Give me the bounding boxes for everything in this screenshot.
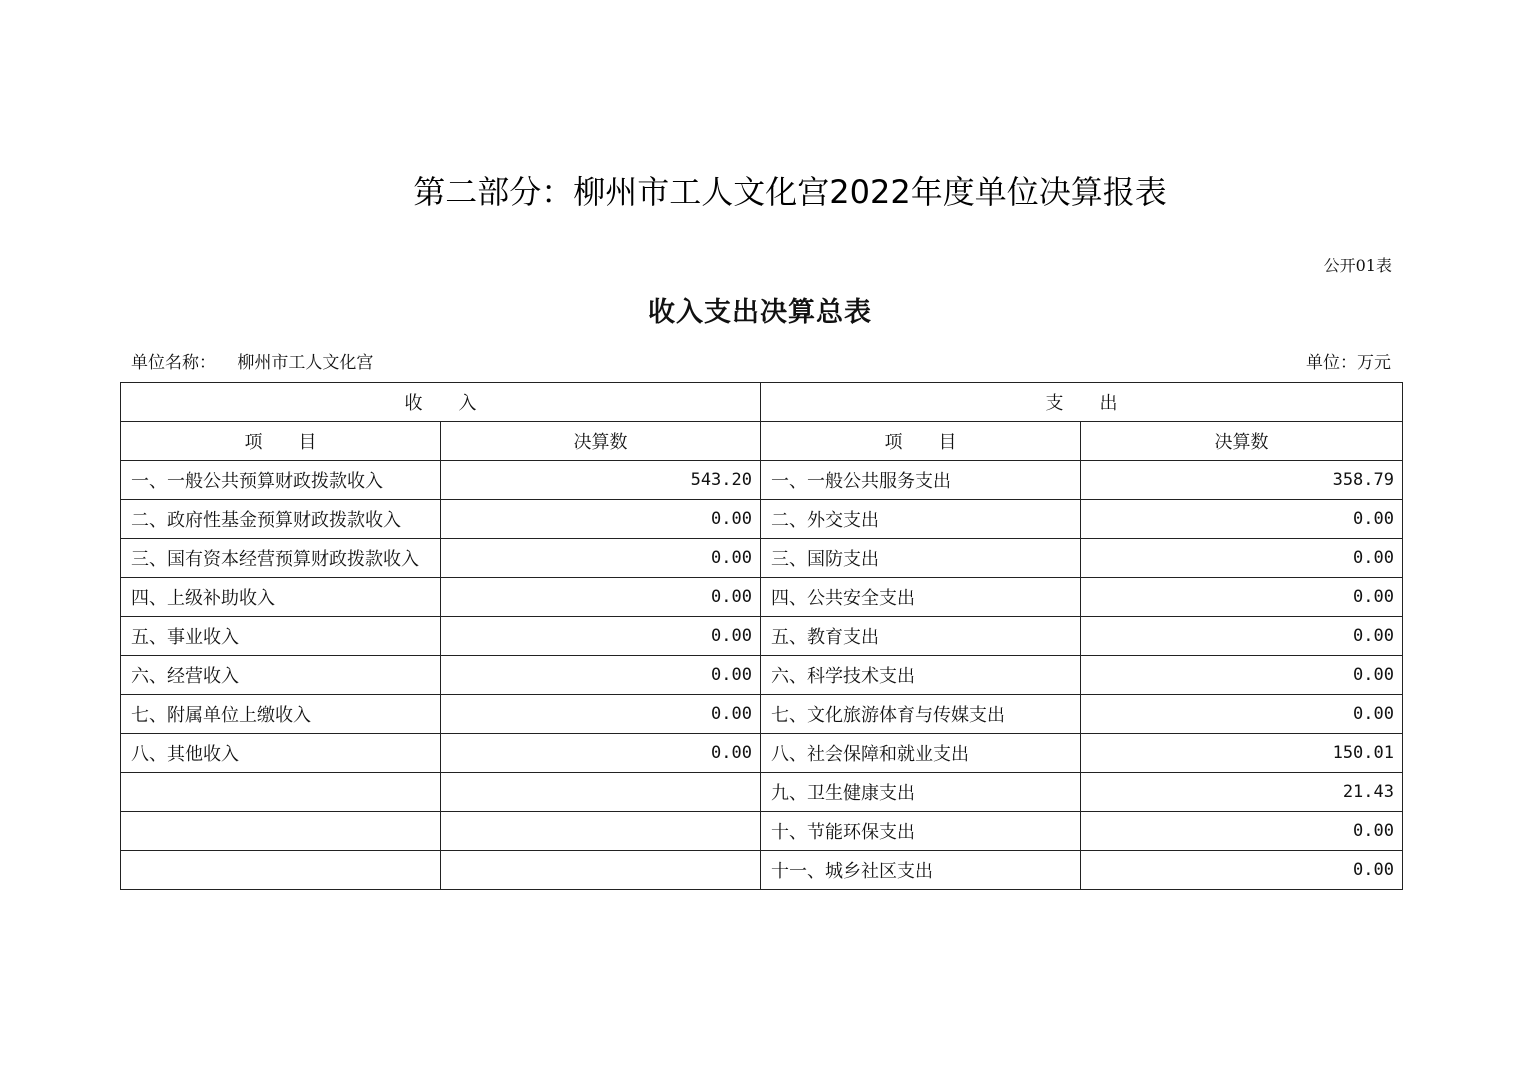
expense-value-cell: 21.43 [1081,773,1403,812]
income-item-cell: 四、上级补助收入 [121,578,441,617]
expense-value-cell: 0.00 [1081,695,1403,734]
expense-value-cell: 0.00 [1081,578,1403,617]
expense-item-cell: 五、教育支出 [761,617,1081,656]
table-row [121,461,1403,500]
unit-name-row [131,352,373,374]
income-item-cell: 二、政府性基金预算财政拨款收入 [121,500,441,539]
income-value-cell: 0.00 [441,617,761,656]
expense-item-cell: 二、外交支出 [761,500,1081,539]
table-title: 收入支出决算总表 [648,297,872,328]
income-amount-column-header: 决算数 [441,422,761,461]
expense-value-cell: 0.00 [1081,500,1403,539]
currency-unit: 单位：万元 [1306,353,1391,373]
income-item-cell: 八、其他收入 [121,734,441,773]
table-row [121,617,1403,656]
table-row [121,851,1403,890]
income-value-cell: 0.00 [441,500,761,539]
expense-item-cell: 七、文化旅游体育与传媒支出 [761,695,1081,734]
expense-value-cell: 0.00 [1081,617,1403,656]
form-code: 公开01表 [1323,256,1392,275]
income-item-cell [121,812,441,851]
income-value-cell [441,851,761,890]
income-item-cell: 六、经营收入 [121,656,441,695]
expense-item-cell: 四、公共安全支出 [761,578,1081,617]
income-value-cell: 0.00 [441,656,761,695]
page-title: 第二部分：柳州市工人文化宫2022年度单位决算报表 [413,173,1167,211]
table-row [121,539,1403,578]
unit-name-label: 单位名称： [131,353,216,373]
income-value-cell: 0.00 [441,578,761,617]
expense-item-cell: 三、国防支出 [761,539,1081,578]
section-header-row [121,383,1403,422]
income-value-cell [441,773,761,812]
expense-value-cell: 0.00 [1081,656,1403,695]
column-header-row [121,422,1403,461]
expense-item-cell: 六、科学技术支出 [761,656,1081,695]
income-expense-table [120,382,1403,890]
income-section-header: 收 入 [121,383,761,422]
income-value-cell: 0.00 [441,695,761,734]
expense-value-cell: 358.79 [1081,461,1403,500]
expense-value-cell: 0.00 [1081,851,1403,890]
expense-item-column-header: 项 目 [761,422,1081,461]
income-item-column-header: 项 目 [121,422,441,461]
income-value-cell: 0.00 [441,734,761,773]
expense-section-header: 支 出 [761,383,1403,422]
table-row [121,578,1403,617]
expense-value-cell: 0.00 [1081,812,1403,851]
table-row [121,656,1403,695]
income-item-cell: 七、附属单位上缴收入 [121,695,441,734]
table-row [121,734,1403,773]
expense-item-cell: 十、节能环保支出 [761,812,1081,851]
table-row [121,812,1403,851]
income-value-cell [441,812,761,851]
expense-value-cell: 150.01 [1081,734,1403,773]
income-value-cell: 0.00 [441,539,761,578]
table-row [121,500,1403,539]
expense-item-cell: 九、卫生健康支出 [761,773,1081,812]
income-item-cell [121,773,441,812]
income-item-cell: 五、事业收入 [121,617,441,656]
expense-value-cell: 0.00 [1081,539,1403,578]
expense-item-cell: 八、社会保障和就业支出 [761,734,1081,773]
income-item-cell [121,851,441,890]
table-row [121,695,1403,734]
income-item-cell: 三、国有资本经营预算财政拨款收入 [121,539,441,578]
expense-item-cell: 十一、城乡社区支出 [761,851,1081,890]
income-item-cell: 一、一般公共预算财政拨款收入 [121,461,441,500]
table-row [121,773,1403,812]
expense-amount-column-header: 决算数 [1081,422,1403,461]
income-value-cell: 543.20 [441,461,761,500]
unit-name-value: 柳州市工人文化宫 [237,353,374,373]
expense-item-cell: 一、一般公共服务支出 [761,461,1081,500]
